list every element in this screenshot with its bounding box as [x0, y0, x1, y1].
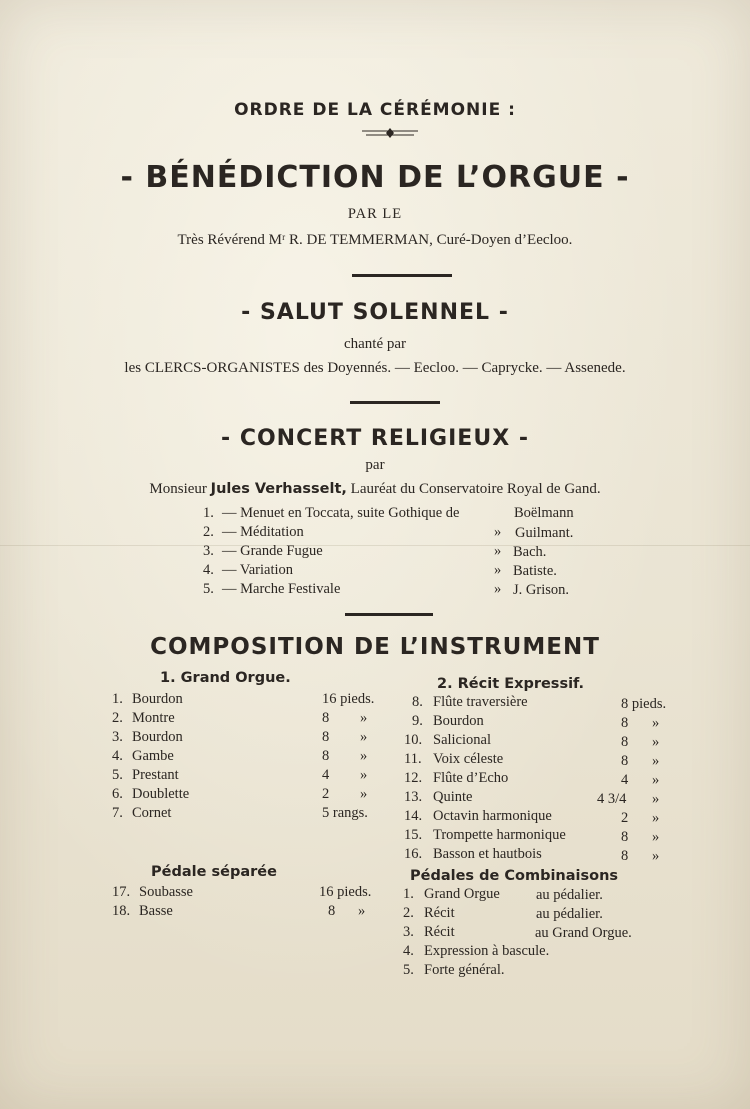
stop-size: 5 rangs.	[322, 805, 368, 821]
stop-size: 16 pieds.	[319, 884, 372, 900]
combo-name: Récit	[424, 924, 455, 940]
stop-num: 10.	[404, 732, 423, 748]
program-composer: Bach.	[513, 544, 547, 560]
stop-size: 4 3/4	[597, 791, 627, 807]
salut-clercs: les CLERCS-ORGANISTES des Doyennés. — Eecloo. — Caprycke. — Assenede.	[124, 360, 626, 376]
concert-title: - CONCERT RELIGIEUX -	[221, 426, 529, 451]
performer-suffix: Lauréat du Conservatoire Royal de Gand.	[350, 481, 601, 497]
stop-name: Basson et hautbois	[433, 846, 542, 862]
program-composer: Batiste.	[513, 563, 557, 579]
stop-size: 8	[621, 829, 629, 845]
performer-prefix: Monsieur	[149, 481, 207, 497]
stop-num: 2.	[112, 710, 123, 726]
program-piece: — Variation	[222, 562, 294, 578]
stop-num: 4.	[112, 748, 123, 764]
stop-num: 5.	[112, 767, 123, 783]
stop-name: Montre	[132, 710, 175, 726]
ceremony-order-heading: ORDRE DE LA CÉRÉMONIE :	[234, 100, 516, 120]
divider-rule	[345, 613, 433, 616]
combo-num: 1.	[403, 886, 414, 902]
program-composer: Boëlmann	[514, 505, 574, 521]
combo-target: au pédalier.	[536, 906, 603, 922]
benediction-officiant: Très Révérend Mʳ R. DE TEMMERMAN, Curé-Doyen d’Eecloo.	[177, 232, 573, 248]
stop-num: 13.	[404, 789, 423, 805]
stop-size: 8	[322, 710, 330, 726]
stop-size: 8	[621, 734, 629, 750]
stop-num: 3.	[112, 729, 123, 745]
performer-name: Jules Verhasselt,	[210, 481, 347, 497]
stop-name: Salicional	[433, 732, 491, 748]
stop-ditto: »	[652, 791, 660, 807]
stop-num: 6.	[112, 786, 123, 802]
stop-num: 11.	[404, 751, 422, 767]
divider-rule	[350, 401, 440, 404]
stop-size: 8	[621, 848, 629, 864]
stop-name: Bourdon	[433, 713, 484, 729]
stop-ditto: »	[360, 710, 368, 726]
combo-num: 2.	[403, 905, 414, 921]
combo-num: 5.	[403, 962, 414, 978]
combo-target: au pédalier.	[536, 887, 603, 903]
stop-ditto: »	[358, 903, 366, 919]
benediction-title: - BÉNÉDICTION DE L’ORGUE -	[120, 160, 630, 195]
concert-performer	[0, 481, 750, 498]
stop-name: Prestant	[132, 767, 179, 783]
program-ditto: »	[494, 562, 502, 578]
salut-title: - SALUT SOLENNEL -	[241, 300, 509, 325]
grand-orgue-heading: 1. Grand Orgue.	[160, 670, 291, 686]
ornament-divider	[362, 127, 418, 139]
program-piece: — Méditation	[222, 524, 304, 540]
composition-title: COMPOSITION DE L’INSTRUMENT	[150, 634, 600, 660]
program-num: 3.	[203, 543, 214, 559]
stop-ditto: »	[652, 848, 660, 864]
stop-num: 9.	[412, 713, 423, 729]
program-ditto: »	[494, 543, 502, 559]
stop-num: 14.	[404, 808, 423, 824]
stop-name: Doublette	[132, 786, 190, 802]
stop-name: Octavin harmonique	[433, 808, 552, 824]
stop-num: 8.	[412, 694, 423, 710]
salut-chante: chanté par	[343, 336, 407, 352]
stop-num: 12.	[404, 770, 423, 786]
stop-name: Soubasse	[139, 884, 193, 900]
program-piece: — Menuet en Toccata, suite Gothique de	[222, 505, 460, 521]
stop-name: Basse	[139, 903, 173, 919]
stop-num: 16.	[404, 846, 423, 862]
stop-size: 8 pieds.	[621, 696, 667, 712]
stop-size: 4	[322, 767, 330, 783]
combo-name: Grand Orgue	[424, 886, 500, 902]
stop-size: 16 pieds.	[322, 691, 375, 707]
program-ditto: »	[494, 581, 502, 597]
stop-size: 2	[322, 786, 330, 802]
stop-name: Bourdon	[132, 729, 183, 745]
concert-par: par	[365, 457, 385, 473]
pedale-heading: Pédale séparée	[151, 864, 277, 880]
combinaisons-heading: Pédales de Combinaisons	[410, 868, 619, 884]
combo-name: Récit	[424, 905, 455, 921]
stop-size: 8	[322, 729, 330, 745]
program-piece: — Grande Fugue	[222, 543, 323, 559]
stop-ditto: »	[652, 829, 660, 845]
paper-fold	[0, 545, 750, 546]
stop-size: 8	[621, 753, 629, 769]
stop-ditto: »	[652, 734, 660, 750]
combo-num: 3.	[403, 924, 414, 940]
stop-ditto: »	[652, 715, 660, 731]
stop-name: Gambe	[132, 748, 174, 764]
stop-ditto: »	[360, 767, 368, 783]
stop-size: 8	[328, 903, 336, 919]
stop-name: Flûte d’Echo	[433, 770, 509, 786]
stop-ditto: »	[360, 748, 368, 764]
stop-num: 15.	[404, 827, 423, 843]
stop-ditto: »	[652, 810, 660, 826]
stop-ditto: »	[360, 786, 368, 802]
program-composer: Guilmant.	[515, 525, 574, 541]
program-ditto: »	[494, 524, 502, 540]
stop-name: Voix céleste	[433, 751, 504, 767]
stop-size: 8	[621, 715, 629, 731]
program-num: 4.	[203, 562, 214, 578]
combo-num: 4.	[403, 943, 414, 959]
stop-size: 8	[322, 748, 330, 764]
stop-size: 2	[621, 810, 629, 826]
stop-name: Cornet	[132, 805, 172, 821]
stop-num: 1.	[112, 691, 123, 707]
recit-heading: 2. Récit Expressif.	[437, 676, 585, 692]
program-piece: — Marche Festivale	[222, 581, 341, 597]
combo-name: Expression à bascule.	[424, 943, 550, 959]
stop-num: 7.	[112, 805, 123, 821]
stop-name: Trompette harmonique	[433, 827, 566, 843]
program-composer: J. Grison.	[513, 582, 569, 598]
combo-target: au Grand Orgue.	[535, 925, 632, 941]
program-num: 1.	[203, 505, 214, 521]
stop-size: 4	[621, 772, 629, 788]
stop-num: 18.	[112, 903, 131, 919]
divider-rule	[352, 274, 452, 277]
stop-name: Bourdon	[132, 691, 183, 707]
stop-ditto: »	[652, 772, 660, 788]
stop-ditto: »	[652, 753, 660, 769]
benediction-par: PAR LE	[347, 206, 403, 222]
stop-name: Flûte traversière	[433, 694, 528, 710]
program-num: 5.	[203, 581, 214, 597]
stop-num: 17.	[112, 884, 131, 900]
stop-ditto: »	[360, 729, 368, 745]
program-num: 2.	[203, 524, 214, 540]
combo-name: Forte général.	[424, 962, 505, 978]
stop-name: Quinte	[433, 789, 473, 805]
